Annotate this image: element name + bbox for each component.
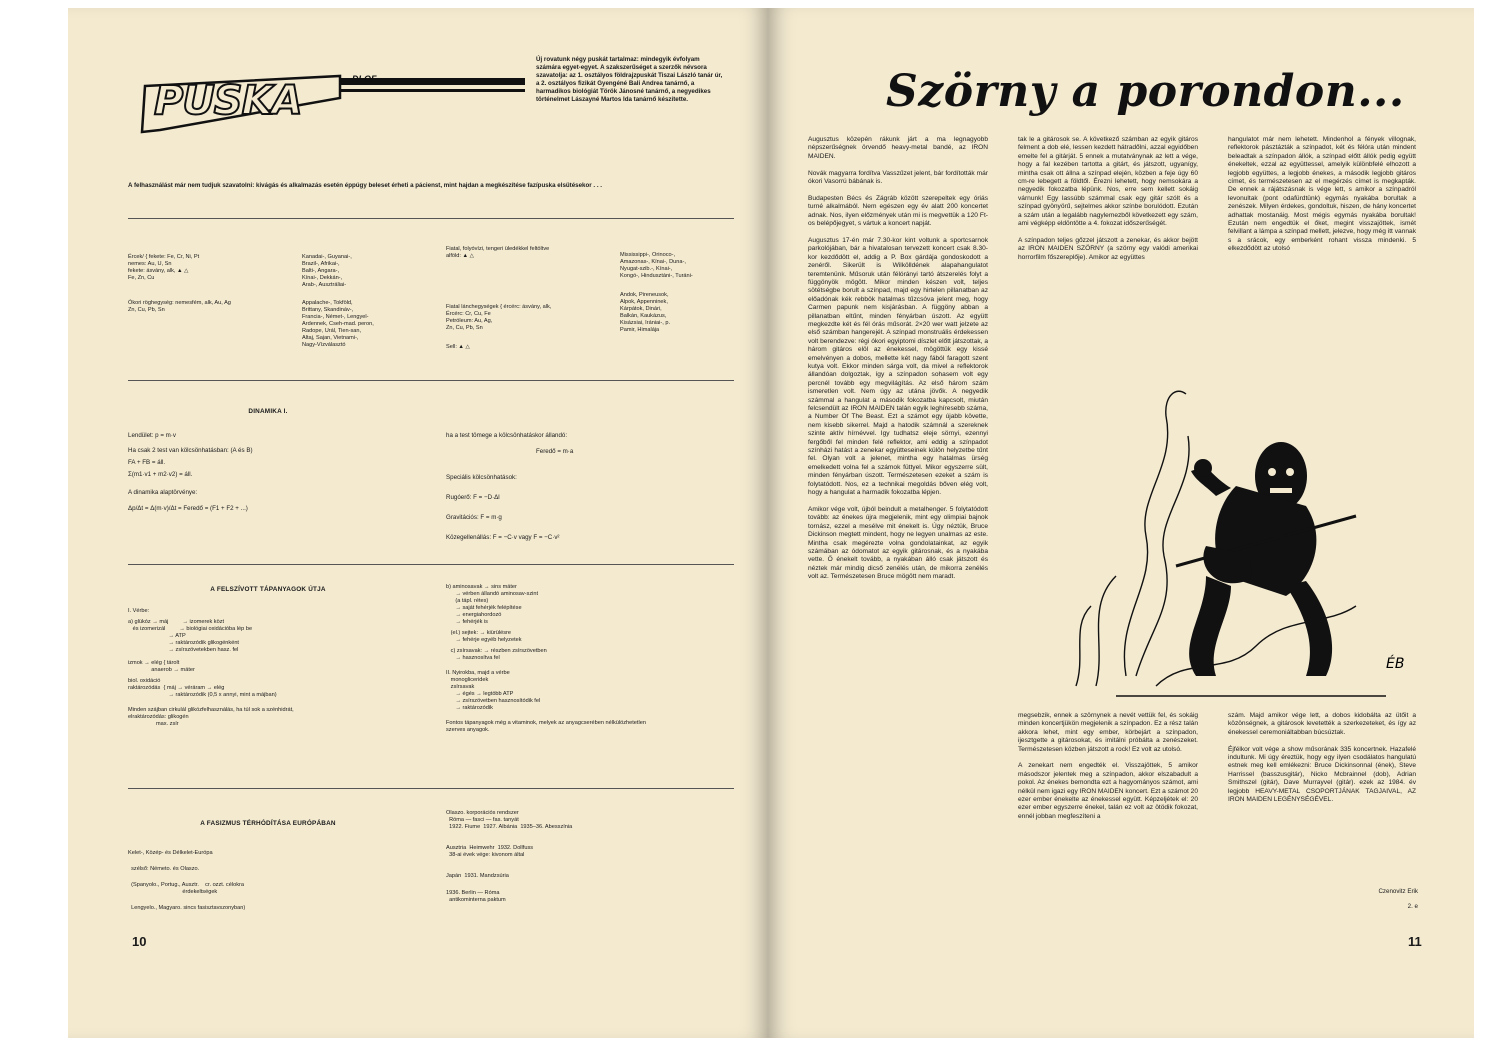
geo-row: Kongó-, Hindusztáni-, Turáni- — [620, 273, 693, 279]
bio-row: monogliceridek — [446, 677, 489, 683]
formula: Ha csak 2 test van kölcsönhatásban: (A és B) — [128, 447, 253, 454]
dynamics-right — [446, 432, 736, 542]
geo-row: Nyugat-szib.-, Kínai-, — [620, 266, 673, 272]
history-right — [446, 810, 746, 904]
iron-maiden-illustration — [1056, 376, 1436, 706]
biology-left — [128, 608, 438, 728]
formula: Rugóerő: F = −D·Δl — [446, 494, 500, 501]
bio-row: → zsírszövetekben hasz. fel — [128, 647, 239, 653]
dynamics-title: DINAMIKA I. — [248, 408, 288, 415]
left-page — [68, 8, 768, 1038]
bio-row: → raktározódik (0,5 x annyi, mint a májban) — [128, 692, 277, 698]
geo-row: Petróleum: Au, Ag, — [446, 318, 493, 324]
bio-row: → vérben állandó aminosav-szint — [446, 591, 539, 597]
geo-row: Amazonas-, Kínai-, Duna-, — [620, 259, 686, 265]
biology-title: A FELSZÍVOTT TÁPANYAGOK ÚTJA — [210, 586, 326, 593]
svg-text:ÉB: ÉB — [1386, 656, 1405, 672]
bio-row: → hasznosítva fel — [446, 655, 500, 661]
bio-row: → ATP — [128, 633, 186, 639]
geo-row: Altaj, Sajan, Vietnami-, — [302, 335, 359, 341]
geo-row: Kárpátok, Dinári, — [620, 306, 662, 312]
hist-row: 1936. Berlin — Róma — [446, 890, 500, 896]
divider — [128, 564, 734, 565]
bio-row: szerves anyagok. — [446, 727, 490, 733]
geo-row: Alpok, Appenninek, — [620, 299, 668, 305]
bio-row: II. Nyirokba, majd a vérbe — [446, 670, 510, 676]
bio-row: → saját fehérjék felépítése — [446, 605, 522, 611]
formula: Lendület: p = m·v — [128, 432, 176, 439]
formula: Közegellenállás: F = −C·v vagy F = −C·v² — [446, 534, 560, 541]
geo-row: Ércek/ { fekete: Fe, Cr, Ni, Pt — [128, 254, 200, 260]
right-page — [768, 8, 1474, 1038]
bio-row: → raktározódik glikogénként — [128, 640, 239, 646]
history-title: A FASIZMUS TÉRHÓDÍTÁSA EURÓPÁBAN — [200, 820, 336, 827]
hist-row: Japán 1931. Mandzsúria — [446, 873, 509, 879]
article-column-1: Augusztus közepén rákunk járt a ma legnagyobb népszerűségnek örvendő heavy-metal bandé, az IRON MAIDEN. Novák magyarra fordítva Vasszűzet jelent, bár fordították már ókori Vasorrú bábának is. Budapesten Bécs és Zágráb között szerepeltek egy óriás turné alkalmából. Nem egészen egy év alatt 200 koncertet adnak. Nos, ilyen előzmények után mi is megvettük a 120 Ft-os belépőjegyet, s vártuk a koncert napját. Augusztus 17-én már 7.30-kor kint voltunk a sportcsarnok parkolójában, bár a hivatalosan tervezett koncert csak 8.30-kor kezdődött el, addig a P. Box gárdája gondoskodott a zenéről. Sikerült is Wilkölldének alapahangulatot teremtenünk. Műsoruk után félórányi tartó átszerelés folyt a függönyök mögött. Mikor minden készen volt, teljes sötétségbe borult a színpad, majd egy hirtelen pillanatban az előadónak kék rebbök hatalmas tűzcsóva jelent meg, hogy Carmen papunk nem kisjárásban. A függöny abban a pillanatban eltűnt, minden fényárban úszott. Az együtt megkezdte két és fél órás műsorát. 2×20 wer watt jelzete az első számban hangerejét. A színpad monstruális érdekessen volt berendezve: régi ókori egyiptomi díszlet előtt játszottak, a három gitáros elöl az énekessel, mögöttük egy kissé emelvényen a dobos, mellette két nagy fából faragott szent kutya volt. Ekkor minden sárga volt, da mivel a reflektorok állandóan dolgoztak, így a színpadon sohasem volt egy percnél tovább egy megvilágítás. Az első három szám ismeretlen volt. Nem úgy az utána jövők. A negyedik számmal a hangulat a második fokozatba kapcsolt, miután felcsendült az IRON MAIDEN talán egyik leghíresebb száma, a Number Of The Beast. Ezt a számot egy újabb követte, nem kisebb sikerrel. Majd a hatodik számnál a szereknek szinte aktív hírnévvel. Igy tudhatsz eleje sörnyi, ezennyi fergőből fel minden felé reflektor, ami eddig a színpadot színházi hatást a zenekar együtteseinek külön helyzetbe tűnt fel. Olyan volt a jelenet, mintha egy hatalmas ürség emelkedett volna fel a számok füttyel. Mikor egyszerre sült, minden fényárban úszott. Természetesen ezeket a szám is folytatódott. Nos, ez a technikai megoldás bőven elég volt, hogy a hangulat a harmadik fokozatba lépjen. Amikor vége volt, újból beindult a metalhenger. 5 folytatódott tovább: az énekes újra megjelenik, mint egy olimpiai bajnok tornász, ezzel a mesélve mit énekelt is. Úgy néztük, Bruce Dickinson megtett mindent, hogy ne legyen unalmas az este. Mintha csak megérezte volna gondolatainkat, az egyik számában az ódomatot az egyik gitárosnak, és a nyakába vette. Ő énekelt tovább, a nyakában álló csak játszott és néztek már mindig dicső zenélés után, de mikorra zenélés volt az. Természetesen Bruce mögött nem maradt. — [808, 136, 988, 581]
logo-word: PUSKA — [154, 78, 302, 124]
geo-row: Brazil-, Afrikai-, — [302, 261, 340, 267]
geo-row: Arab-, Ausztráliai- — [302, 282, 347, 288]
bio-row: izmok → elég { tárolt — [128, 660, 180, 666]
hist-row: 1922. Fiume 1927. Albánia 1935–36. Abesszínia — [446, 824, 573, 830]
geo-row: alföld: ▲ △ — [446, 253, 474, 259]
divider — [128, 788, 734, 789]
formula: Feredő = m·a — [536, 448, 574, 455]
author-class: 2. e — [1407, 903, 1418, 910]
intro-text: Új rovatunk négy puskát tartalmaz: mindegyik évfolyam számára egyet-egyet. A szakszerűséget a szerzők névsora szavatolja: az 1. osztályos földrajzpuskát Tiszai László tanár úr, a 2. osztályos fizikát Gyengéné Bali Andrea tanárnő, a harmadikos biológiát Török Jánosné tanárnő, a negyedikes történelmet Lászayné Martos Ida tanárnő készítette. — [536, 56, 723, 103]
page-number-left: 10 — [132, 934, 147, 949]
geo-row: Mississippi-, Orinoco-, — [620, 252, 676, 258]
geo-row: Brittany, Skandináv-, — [302, 307, 354, 313]
geo-row: Francia-, Német-, Lengyel- — [302, 314, 369, 320]
hist-row: antikominterna paktum — [446, 897, 506, 903]
geo-col-2 — [302, 254, 422, 349]
bio-row: → energiahordozó — [446, 612, 502, 618]
geo-row: Appalache-, Tokföld, — [302, 300, 353, 306]
bio-row: b) aminosavak → sins máter — [446, 584, 517, 590]
geo-row: Balti-, Angara-, — [302, 268, 339, 274]
formula: A dinamika alaptörvénye: — [128, 489, 198, 496]
bio-row: (el.) sejtek: → kiürülésre — [446, 630, 511, 636]
hist-row: Róma — fasci — fas. tanyát — [446, 817, 519, 823]
geo-row: Ókori röghegység: nemesfém, alk, Au, Ag — [128, 300, 231, 306]
hist-row: szélső: Németo. és Olaszo. — [128, 866, 200, 872]
bio-row: Fontos tápanyagok még a vitaminok, melyek az anyagcserében nélkülözhetetlen — [446, 720, 646, 726]
article-column-2: tak le a gitárosok se. A következő számban az egyik gitáros felment a dob elé, lessen kezdett hátradőlni, azzal egyidőben emelte fel a gitárját. 5 ennek a mutatványnak az lett a vége, hogy a fal kezében tartotta a gitárt, és játszott, ugyanígy, mintha csak ott állna a színpad elején, közben a feje úgy 60 cm-re lebegett a földtől. Érezni lehetett, hogy nemsokára a negyedik fokozatba lépünk. Nos, erre sem kellett sokáig várnunk! Egy lassúbb számmal csak egy gitár szólt és a színpad gyönyörű, sejtelmes akkor színbe borulódott. Ezután a szám után a legalább nagylemezből következett egy szám, ami végképp eldöntötte a 4. fokozat időszerűségét. A színpadon teljes gőzzel játszott a zenekar, és akkor bejött az IRON MAIDEN SZÖRNY (a szörny egy valódi amerikai horrorfilm főszereplője). Amikor az együttes — [1018, 136, 1198, 261]
bio-row: raktározódás { máj → véráram → elég — [128, 685, 225, 691]
bio-row: c) zsírsavak: → részben zsírszövetben — [446, 648, 547, 654]
bio-row: Minden szájban cirkulál glikózfelhasználás, ha túl sok a szénhidrát, — [128, 707, 294, 713]
history-left — [128, 850, 428, 912]
geo-row: Andok, Pireneusok, — [620, 292, 669, 298]
bio-row: biol. oxidáció — [128, 678, 161, 684]
hist-row: (Spanyolo., Portug., Ausztr. cr. ozzt. célokra — [128, 882, 244, 888]
geo-row: Sell: ▲ △ — [446, 344, 470, 350]
bio-row: → fehérjék is — [446, 619, 488, 625]
article-column-4: megsebzik, ennek a szörnynek a nevét vettük fel, és sokáig minden koncertjükön megjelenik a színpadon. Ez a rész talán akkora lehet, mint egy ember, körbejárt a színpadon, ijesztgette a gitárosokat, és imitálni próbálta a zenészeket. Természetesen közben játszott a rock! Ez volt az utolsó. A zenekart nem engedték el. Visszajöttek, 5 amikor másodszor jelentek meg a színpadon, akkor elszabadult a pokol. Az énekes bemondta ezt a hagyományos számot, ami nélkül nem igazi egy IRON MAIDEN koncert. Ezt a számot 20 ezer ember énekelte az énekessel együtt. Képzeljétek el: 20 ezer ember egyszerre énekel, talán ez volt az ötödik fokozat, ennél jobban megfeszíteni a — [1018, 712, 1198, 820]
bio-row: I. Vérbe: — [128, 608, 150, 614]
formula: ha a test tömege a kölcsönhatáskor állandó: — [446, 432, 568, 439]
page-number-right: 11 — [1408, 934, 1422, 949]
geo-row: Kisázsiai, Irániai-, p. — [620, 320, 671, 326]
geo-row: Nagy-Vízválasztó — [302, 342, 346, 348]
hist-row: 38-ai évek vége: kivonom által — [446, 852, 525, 858]
divider — [128, 380, 734, 381]
bio-row: (a tápl. rétes) — [446, 598, 489, 604]
lead-paragraph: A felhasználást már nem tudjuk szavatolni: kivágás és alkalmazás esetén éppúgy beleset érheti a pácienst, mint hajdan a megkészítése fazípuska elsütésekor . . . — [128, 182, 602, 189]
geo-col-4 — [620, 252, 740, 334]
divider — [128, 218, 734, 219]
geo-row: nemes: Au, U, Sn — [128, 261, 172, 267]
bio-row: anaerob → máter — [128, 667, 195, 673]
geo-row: Ércérc: Cr, Cu, Fe — [446, 311, 491, 317]
geo-row: Ardennek, Cseh-mad. peron, — [302, 321, 374, 327]
geo-col-3 — [446, 246, 616, 351]
geo-row: Kínai-, Dekkán-, — [302, 275, 343, 281]
bio-row: → fehérje egyéb helyzetek — [446, 637, 522, 643]
geo-row: Fiatal lánchegységek { ércérc: ásvány, alk, — [446, 304, 552, 310]
bio-row: → raktározódik — [446, 705, 493, 711]
geo-row: Kanadai-, Guyanai-, — [302, 254, 352, 260]
bio-row: és izomerizál → biológiai oxidációba lép be — [128, 626, 253, 632]
logo-suffix: DLOF — [352, 74, 377, 84]
formula: Gravitációs: F = m·g — [446, 514, 502, 521]
geo-row: fekete: ásvány, alk, ▲ △ — [128, 268, 189, 274]
eddie-guitar-drawing — [1056, 376, 1436, 706]
hist-row: Lengyelo., Magyaro. sincs fasisztavszonyban) — [128, 905, 246, 911]
author-name: Czenovitz Erik — [1378, 888, 1418, 895]
article-column-5: szám. Majd amikor vége lett, a dobos kidobálta az ütőit a közönségnek, a gitárosok levetették a szerkezeteket, és így az énekessel ceremoniáltabban búcsúztak. Éjfélkor volt vége a show műsorának 335 koncertnek. Hazafelé indultunk. Mi úgy éreztük, hogy egy ilyen csodálatos hangulatú estnek meg kell emlékezni: Bruce Dickinsonnal (ének), Steve Harrissel (basszusgitár), Nicko Mcbrainnel (dob), Adrian Smithszel (gitár), Dave Murrayvel (gitár). ezek az 1984. év legjobb HEAVY-METAL CSOPORTJÁNAK TAGJAIVAL, AZ IRON MAIDEN LEGÉNYSÉGÉVEL. — [1228, 712, 1416, 804]
bio-row: zsírsavak — [446, 684, 475, 690]
bio-row: → égés → legtöbb ATP — [446, 691, 514, 697]
hist-row: érdekeltségek — [128, 889, 218, 895]
geo-col-1 — [128, 254, 298, 314]
formula: Σ(m1·v1 + m2·v2) = áll. — [128, 471, 193, 478]
bio-row: max. zsír — [128, 721, 179, 727]
geo-row: Fiatal, folyóvízi, tengeri üledékkel feltöltve — [446, 246, 550, 252]
bio-row: a) glükóz → máj → izomerek közt — [128, 619, 225, 625]
article-column-3: hangulatot már nem lehetett. Mindenhol a fények villognak, reflektorok pásztázták a színpadot, két és félóra után mindent beleadtak a színpadon állók, a színpad előtt állók pedig együtt énekeltek, ezzal az együttessel, amelyik különbfelé elhozott a legjobb együttes, a legjobb énekes, a második legjobb gitáros címet, és természetesen az el megérzés címet is megkapták. De ennek a rájátszásnak is vége lett, s amikor a színpadról levonultak (pont odafürdtünk) egymás nyakába borultak a zenészek. Milyen érdekes, gondoltuk, hiszen, de hány koncertet adhattak mostanáig. Most mégis egymás nyakába borultak! Ezután nem engedtük el őket, megint visszajöttek, ismét felvillant a lámpa a színpad mellett, jelezve, hogy még itt vannak s a srácok, egy emberként rohant vissza mindenki. 5 elkezdődött az utolsó — [1228, 136, 1416, 253]
formula: FA + FB = áll. — [128, 459, 166, 466]
puskaidolo-logo — [140, 58, 530, 138]
dynamics-left — [128, 432, 428, 513]
geo-row: Radope, Urál, Tien-san, — [302, 328, 362, 334]
formula: Δp/Δt = Δ(m·v)/Δt = Feredő = (F1 + F2 + ...) — [128, 505, 248, 512]
hist-row: Ausztria Heimwehr 1932. Dollfuss — [446, 845, 534, 851]
geo-row: Balkán, Kaukázus, — [620, 313, 667, 319]
bio-row: elraktározódás: glikogén — [128, 714, 189, 720]
article-title: Szörny a porondon... — [886, 66, 1405, 117]
geo-row: Fe, Zn, Cu — [128, 275, 155, 281]
biology-right — [446, 584, 746, 734]
bio-row: → zsírszövetben hasznosítódik fel — [446, 698, 541, 704]
geo-row: Zn, Cu, Pb, Sn — [128, 307, 165, 313]
hist-row: Kelet-, Közép- és Délkelet-Európa — [128, 850, 213, 856]
hist-row: Olaszo. korporációs rendszer — [446, 810, 519, 816]
geo-row: Pamir, Himalája — [620, 327, 660, 333]
formula: Speciális kölcsönhatások: — [446, 474, 517, 481]
geo-row: Zn, Cu, Pb, Sn — [446, 325, 483, 331]
